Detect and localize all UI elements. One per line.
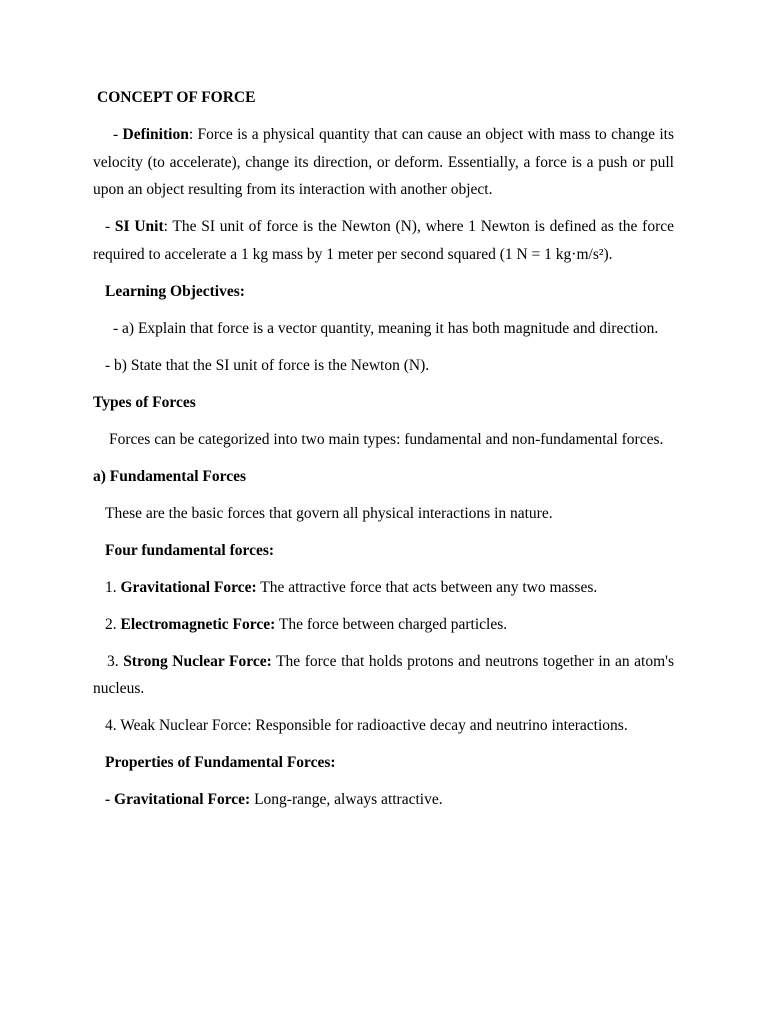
force-list-text: 4. Weak Nuclear Force: Responsible for radioactive decay and neutrino interactions. [105,717,628,734]
types-intro [93,426,674,454]
definition-paragraph [93,121,674,204]
types-heading-text: Types of Forces [93,393,196,411]
properties-heading [93,749,674,777]
properties-heading-text: Properties of Fundamental Forces: [105,754,336,771]
si-unit-paragraph [93,213,674,268]
force-list-number: 1. [105,578,121,596]
force-list-number: 2. [105,615,121,633]
learning-objectives-heading-text: Learning Objectives: [105,282,245,300]
si-unit-text: : The SI unit of force is the Newton (N), where 1 Newton is defined as the force required to accelerate a 1 kg mass by 1 meter per second squared (1 N = 1 kg·m/s²). [93,218,675,263]
types-heading [93,389,674,417]
definition-prefix: - [113,126,123,143]
force-list-label: Electromagnetic Force: [120,615,276,633]
definition-text: : Force is a physical quantity that can cause an object with mass to change its velocity (to accelerate), change its direction, or deform. Essentially, a force is a push or pull upon an object resulting from its interaction with another object. [93,126,675,198]
objective-item-text: - a) Explain that force is a vector quantity, meaning it has both magnitude and direction. [113,319,659,337]
types-intro-text: Forces can be categorized into two main types: fundamental and non-fundamental forces. [109,430,664,448]
fundamental-heading [93,463,674,491]
force-list-label: Gravitational Force: [120,578,257,596]
fundamental-intro [93,500,674,528]
force-list-item [93,648,674,703]
objective-item [93,315,674,343]
fundamental-intro-text: These are the basic forces that govern all physical interactions in nature. [105,504,553,522]
property-item [93,786,674,814]
property-prefix: - [105,791,115,808]
force-list-text: The force that holds protons and neutrons together in an atom's nucleus. [93,652,674,697]
four-forces-heading-text: Four fundamental forces: [105,541,275,559]
si-unit-label: SI Unit [114,218,164,235]
force-list-item [93,712,674,740]
learning-objectives-heading [93,278,674,306]
document-title [93,84,674,112]
title-text: CONCEPT OF FORCE [97,89,256,106]
property-text: Long-range, always attractive. [250,791,443,808]
definition-label: Definition [122,126,189,143]
force-list-item [93,611,674,639]
fundamental-heading-text: a) Fundamental Forces [93,467,246,485]
four-forces-heading [93,537,674,565]
objective-item [93,352,674,380]
force-list-text: The attractive force that acts between any two masses. [256,578,598,596]
property-label: Gravitational Force: [114,791,251,808]
force-list-label: Strong Nuclear Force: [123,652,272,670]
si-unit-prefix: - [105,218,115,235]
document-page [93,84,674,823]
objective-item-text: - b) State that the SI unit of force is the Newton (N). [105,356,430,374]
force-list-text: The force between charged particles. [275,615,508,633]
force-list-number: 3. [107,652,124,670]
force-list-item [93,574,674,602]
